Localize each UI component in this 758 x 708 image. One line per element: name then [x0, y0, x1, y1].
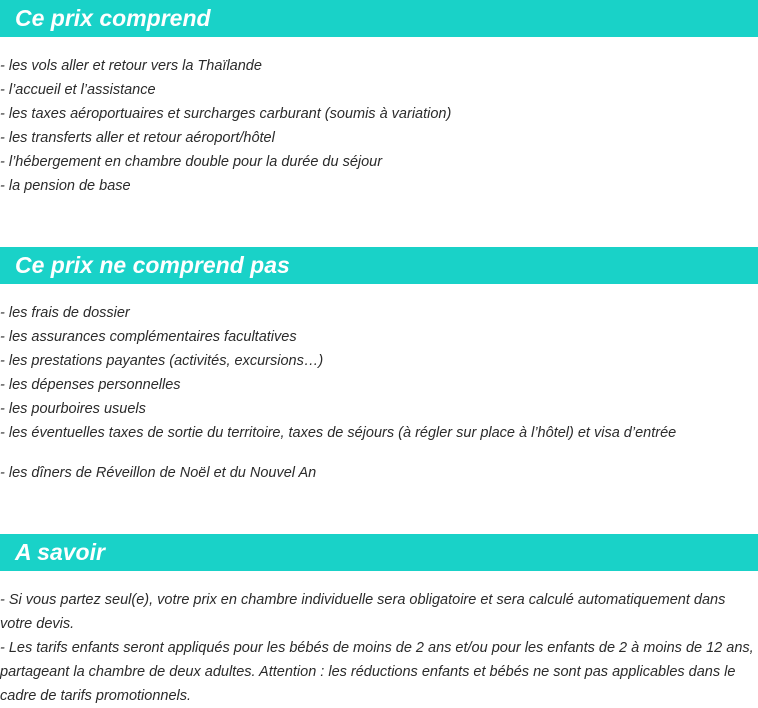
included-list [0, 54, 758, 198]
not-included-list [0, 301, 758, 485]
list-item: - les assurances complémentaires facultatives [0, 329, 297, 345]
list-item: - les prestations payantes (activités, excursions…) [0, 353, 324, 369]
list-item: - les éventuelles taxes de sortie du territoire, taxes de séjours (à régler sur place à l’hôtel) et visa d’entrée [0, 425, 677, 441]
list-item: - les taxes aéroportuaires et surcharges carburant (soumis à variation) [0, 106, 452, 122]
list-item: - Si vous partez seul(e), votre prix en chambre individuelle sera obligatoire et sera calculé automatiquement dans votre devis. [0, 592, 726, 632]
list-item: - les pourboires usuels [0, 401, 146, 417]
list-item: - les transferts aller et retour aéroport/hôtel [0, 130, 275, 146]
list-item: - les dépenses personnelles [0, 377, 181, 393]
section-header-not-included: Ce prix ne comprend pas [0, 247, 758, 284]
list-item: - les dîners de Réveillon de Noël et du Nouvel An [0, 465, 317, 481]
section-header-included: Ce prix comprend [0, 0, 758, 37]
list-item: - les vols aller et retour vers la Thaïlande [0, 58, 262, 74]
list-item: - Les tarifs enfants seront appliqués pour les bébés de moins de 2 ans et/ou pour les enfants de 2 à moins de 12 ans, partageant la chambre de deux adultes. Attention : les réductions enfants et bébés ne sont pas applicables dans le cadre de tarifs promotionnels. [0, 640, 754, 704]
list-item: - les frais de dossier [0, 305, 130, 321]
list-item: - la pension de base [0, 178, 131, 194]
good-to-know-list [0, 588, 758, 708]
list-item: - l’accueil et l’assistance [0, 82, 156, 98]
section-header-good-to-know: A savoir [0, 534, 758, 571]
list-item: - l’hébergement en chambre double pour la durée du séjour [0, 154, 383, 170]
